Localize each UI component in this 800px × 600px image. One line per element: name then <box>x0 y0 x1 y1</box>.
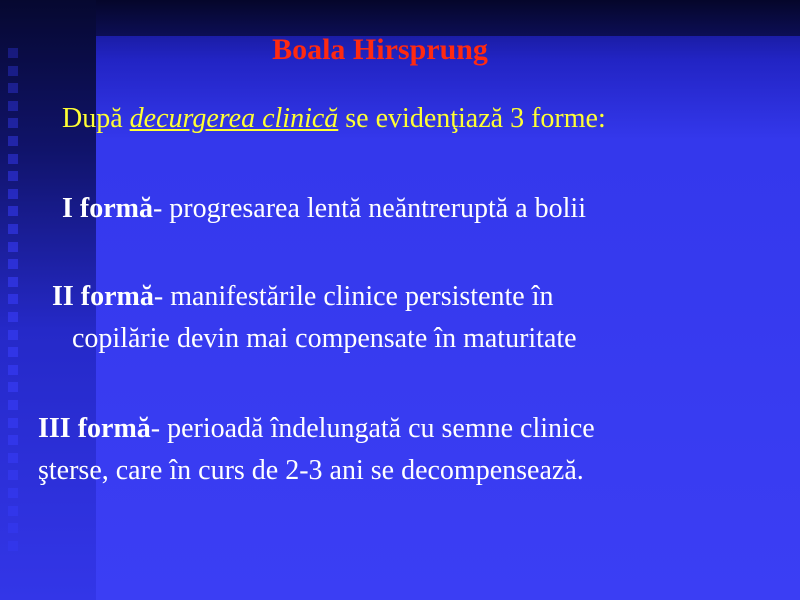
form-3-text: - perioadă îndelungată cu semne clinice <box>150 413 595 444</box>
form-3-label: III formă <box>38 413 151 444</box>
decorative-square <box>8 347 18 357</box>
decorative-square <box>8 136 18 146</box>
form-1-text: - progresarea lentă neăntreruptă a bolii <box>152 193 586 224</box>
form-2-text: - manifestările clinice persistente în <box>153 281 554 312</box>
form-1-label: I formă <box>62 193 153 224</box>
decorative-square <box>8 294 18 304</box>
intro-underlined: decurgerea clinică <box>129 103 339 134</box>
form-1-line <box>62 192 586 226</box>
decorative-square <box>8 154 18 164</box>
decorative-square <box>8 259 18 269</box>
form-2-label: II formă <box>52 281 154 312</box>
decorative-square <box>8 118 18 128</box>
decorative-square <box>8 506 18 516</box>
intro-before: După <box>62 103 130 134</box>
decorative-square <box>8 435 18 445</box>
slide-title: Boala Hirsprung <box>272 33 488 66</box>
decorative-square <box>8 470 18 480</box>
form-3-line-1 <box>38 412 595 446</box>
decorative-square <box>8 541 18 551</box>
decorative-square <box>8 224 18 234</box>
intro-after: se evidenţiază 3 forme: <box>338 103 606 134</box>
top-decorative-band <box>96 0 800 36</box>
decorative-square <box>8 523 18 533</box>
decorative-square <box>8 382 18 392</box>
decorative-square <box>8 206 18 216</box>
decorative-square <box>8 400 18 410</box>
decorative-square <box>8 277 18 287</box>
decorative-square <box>8 66 18 76</box>
decorative-square <box>8 488 18 498</box>
decorative-square <box>8 189 18 199</box>
intro-line <box>62 102 606 136</box>
decorative-square <box>8 365 18 375</box>
form-2-line-2: copilărie devin mai compensate în maturitate <box>72 323 577 354</box>
decorative-square <box>8 453 18 463</box>
decorative-square <box>8 101 18 111</box>
decorative-square <box>8 171 18 181</box>
form-2-line-1 <box>52 280 554 314</box>
decorative-square <box>8 330 18 340</box>
decorative-square <box>8 418 18 428</box>
decorative-square <box>8 83 18 93</box>
form-3-line-2: şterse, care în curs de 2-3 ani se decompensează. <box>38 455 584 486</box>
decorative-square <box>8 242 18 252</box>
decorative-square <box>8 312 18 322</box>
